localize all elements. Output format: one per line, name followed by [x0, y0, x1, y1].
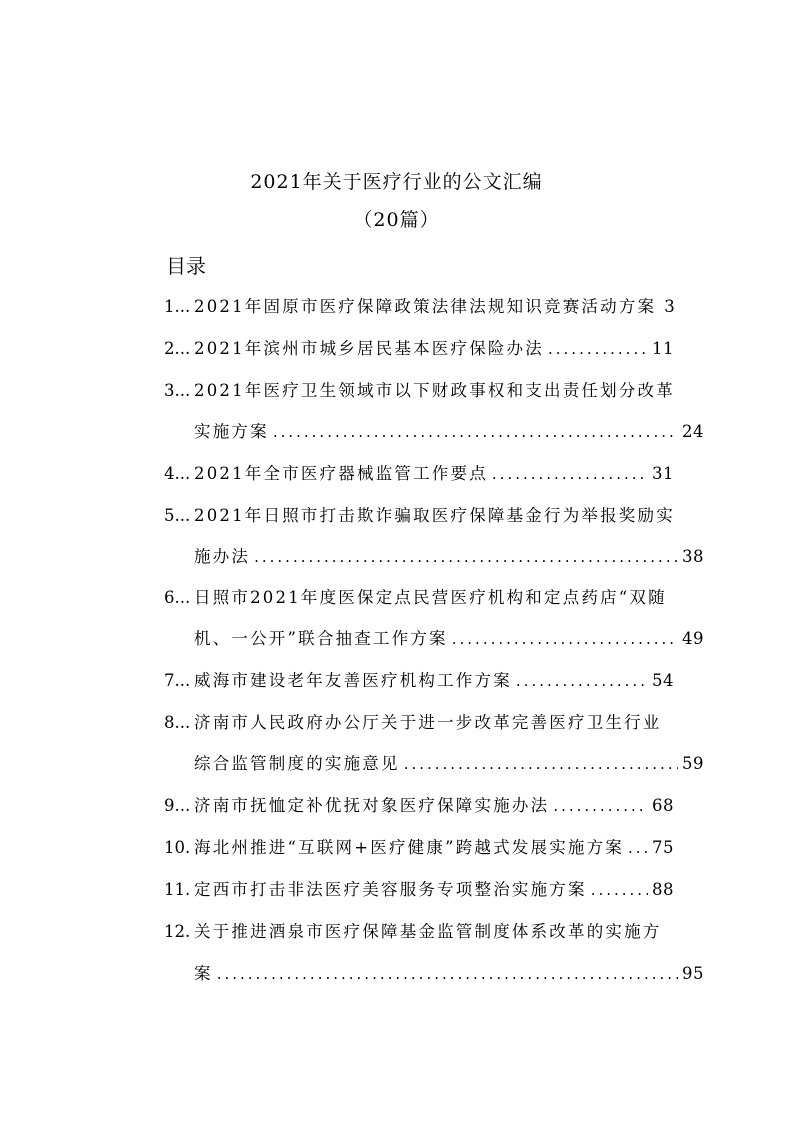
toc-entry-title: 案 — [194, 964, 213, 983]
toc-entry-title: 施办法 — [194, 547, 251, 566]
toc-line — [164, 584, 674, 612]
toc-line — [164, 625, 704, 653]
toc-line — [164, 918, 674, 946]
dot-leader — [628, 834, 648, 862]
toc-line — [164, 792, 674, 820]
toc-entry-title: 日照市2021年度医保定点民营医疗机构和定点药店“双随 — [194, 588, 667, 607]
toc-entry-title: 2021年全市医疗器械监管工作要点 — [194, 464, 488, 483]
toc-entry-number: 10. — [164, 838, 191, 857]
toc-entry-number: 8... — [164, 713, 191, 732]
dot-leader — [404, 750, 678, 778]
dot-leader — [452, 625, 678, 653]
toc-line — [164, 418, 704, 446]
toc-page-number: 31 — [652, 464, 674, 483]
toc-page-number: 54 — [652, 671, 674, 690]
toc-line — [164, 834, 674, 862]
toc-entry-number: 7... — [164, 671, 191, 690]
toc-entry-number: 1... — [164, 297, 191, 316]
toc-entry-title: 机、一公开”联合抽查工作方案 — [194, 629, 448, 648]
toc-entry-title: 定西市打击非法医疗美容服务专项整治实施方案 — [194, 880, 587, 899]
toc-line — [164, 667, 674, 695]
toc-line — [164, 960, 704, 988]
toc-line — [164, 543, 704, 571]
dot-leader — [516, 667, 648, 695]
toc-entry-number: 5... — [164, 506, 191, 525]
toc-line — [164, 502, 674, 530]
document-title: 2021年关于医疗行业的公文汇编 — [250, 171, 543, 193]
dot-leader — [548, 335, 648, 363]
toc-entry-number: 6... — [164, 588, 191, 607]
toc-line — [164, 460, 674, 488]
toc-page-number: 11 — [652, 339, 674, 358]
toc-entry-title: 2021年医疗卫生领域市以下财政事权和支出责任划分改革 — [194, 381, 675, 400]
toc-entry-title: 2021年固原市医疗保障政策法律法规知识竞赛活动方案 — [194, 297, 657, 316]
toc-line — [164, 335, 674, 363]
toc-entry-number: 3... — [164, 381, 191, 400]
dot-leader — [492, 460, 648, 488]
toc-entry-title: 海北州推进“互联网+医疗健康”跨越式发展实施方案 — [194, 838, 624, 857]
toc-page-number: 68 — [652, 796, 674, 815]
toc-line — [164, 876, 674, 904]
toc-entry-number: 4... — [164, 464, 191, 483]
dot-leader — [254, 543, 678, 571]
dot-leader — [217, 960, 678, 988]
dot-leader — [591, 876, 648, 904]
toc-page-number: 38 — [682, 547, 704, 566]
dot-leader — [553, 792, 648, 820]
toc-line — [164, 750, 704, 778]
toc-entry-title: 2021年日照市打击欺诈骗取医疗保障基金行为举报奖励实 — [194, 506, 675, 525]
toc-entry-number: 9... — [164, 796, 191, 815]
toc-heading: 目录 — [166, 254, 206, 278]
toc-page-number: 24 — [682, 422, 704, 441]
toc-entry-number: 2... — [164, 339, 191, 358]
toc-entry-title: 实施方案 — [194, 422, 269, 441]
toc-page-number: 95 — [682, 964, 704, 983]
toc-line — [164, 377, 674, 405]
toc-page-number: 59 — [682, 754, 704, 773]
toc-entry-title: 综合监管制度的实施意见 — [194, 754, 400, 773]
toc-entry-title: 济南市抚恤定补优抚对象医疗保障实施办法 — [194, 796, 550, 815]
toc-entry-title: 威海市建设老年友善医疗机构工作方案 — [194, 671, 512, 690]
toc-page-number: 88 — [652, 880, 674, 899]
toc-page-number: 3 — [664, 297, 676, 316]
toc-page-number: 49 — [682, 629, 704, 648]
toc-entry-number: 11. — [164, 880, 191, 899]
toc-entry-title: 关于推进酒泉市医疗保障基金监管制度体系改革的实施方 — [194, 922, 662, 941]
dot-leader — [273, 418, 678, 446]
document-subtitle: （20篇） — [353, 209, 440, 231]
toc-entry-title: 济南市人民政府办公厅关于进一步改革完善医疗卫生行业 — [194, 713, 662, 732]
toc-entry-title: 2021年滨州市城乡居民基本医疗保险办法 — [194, 339, 544, 358]
toc-entry-number: 12. — [164, 922, 191, 941]
toc-page-number: 75 — [652, 838, 674, 857]
toc-line — [164, 709, 674, 737]
toc-line — [164, 293, 674, 321]
